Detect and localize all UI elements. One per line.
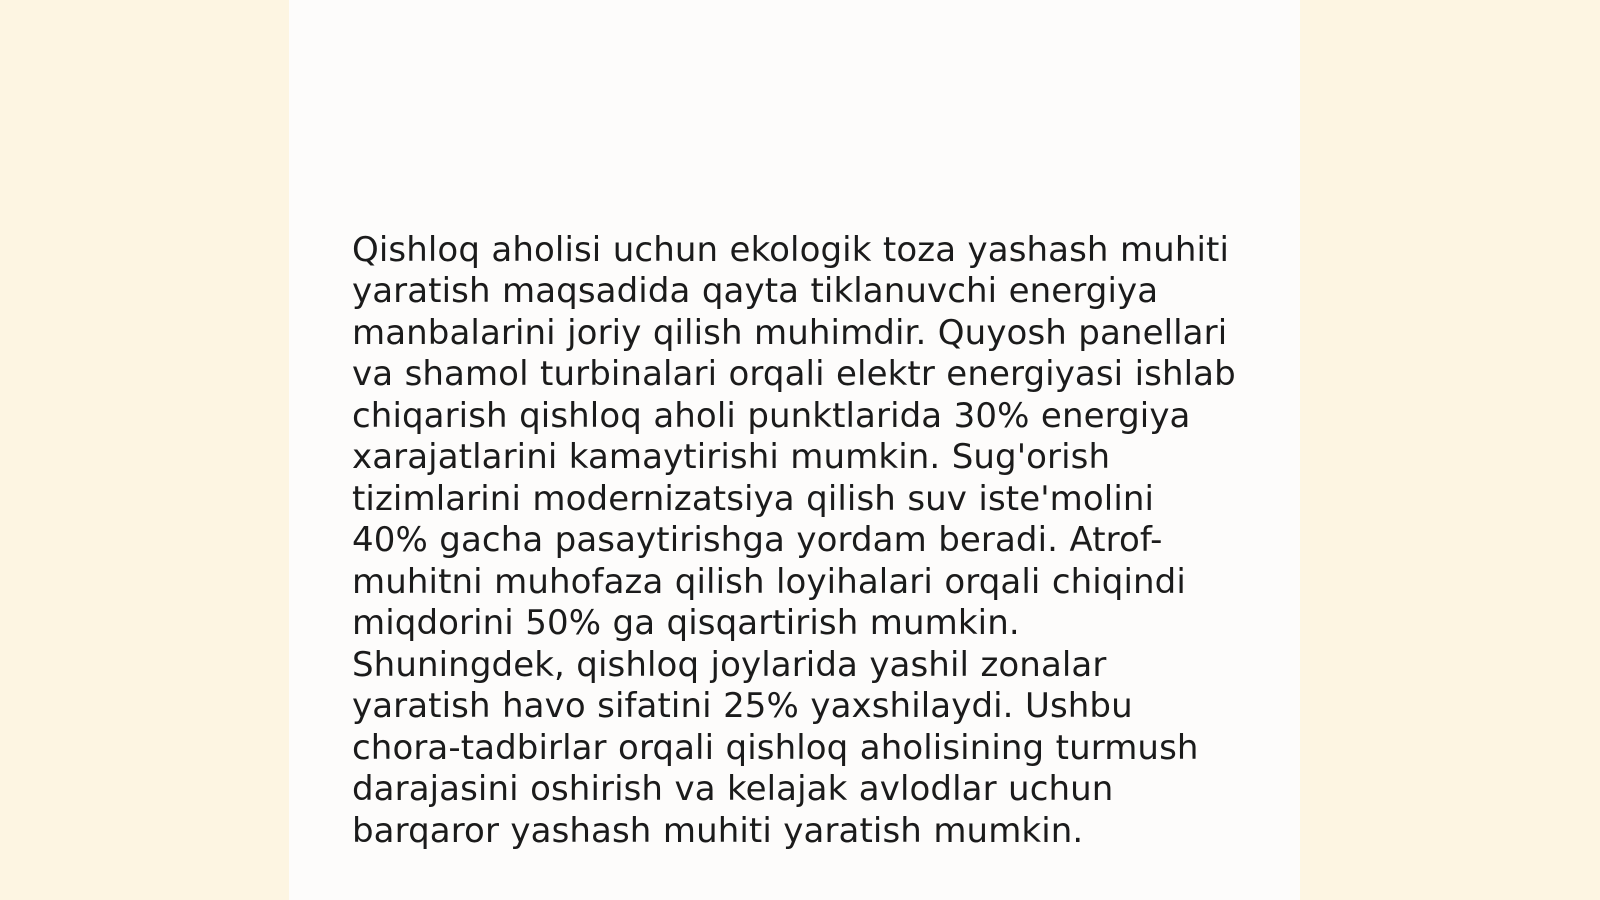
document-paragraph: Qishloq aholisi uchun ekologik toza yashash muhiti yaratish maqsadida qayta tiklanuvchi energiya manbalarini joriy qilish muhimdir. Quyosh panellari va shamol turbinalari orqali elektr energiyasi ishlab chiqarish qishloq aholi punktlarida 30% energiya xarajatlarini kamaytirishi mumkin. Sug'orish tizimlarini modernizatsiya qilish suv iste'molini 40% gacha pasaytirishga yordam beradi. Atrof-muhitni muhofaza qilish loyihalari orqali chiqindi miqdorini 50% ga qisqartirish mumkin. Shuningdek, qishloq joylarida yashil zonalar yaratish havo sifatini 25% yaxshilaydi. Ushbu chora-tadbirlar orqali qishloq aholisining turmush darajasini oshirish va kelajak avlodlar uchun barqaror yashash muhiti yaratish mumkin.: [352, 230, 1248, 851]
document-content-panel: [289, 0, 1300, 900]
